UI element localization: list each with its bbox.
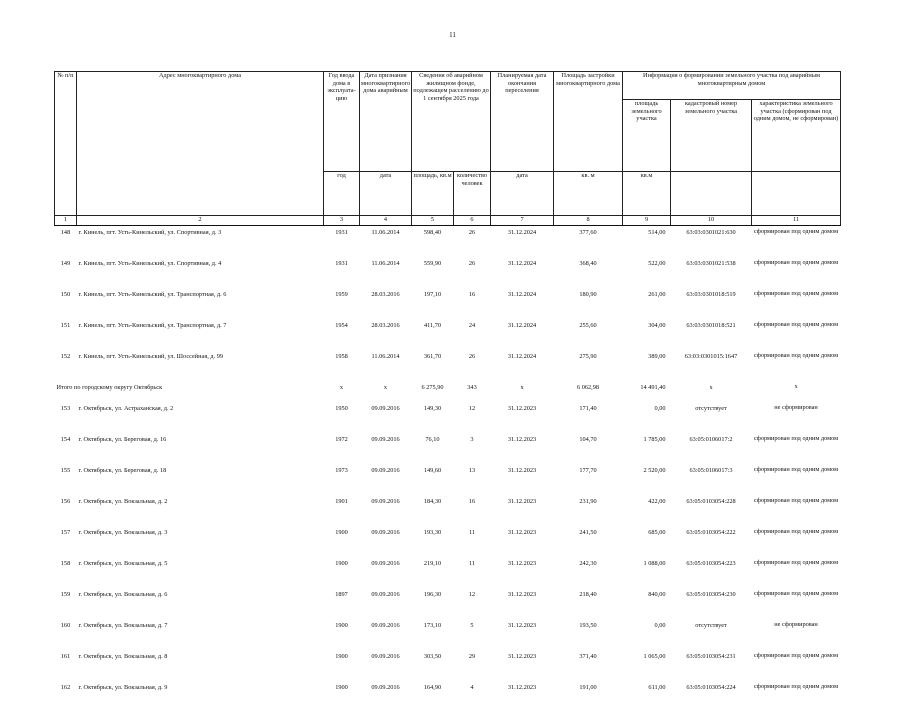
column-number: 2: [77, 216, 324, 226]
row-people-count: 11: [454, 526, 491, 557]
row-people-count: 26: [454, 257, 491, 288]
column-number: 4: [360, 216, 412, 226]
row-emergency-date: 09.09.2016: [360, 557, 412, 588]
table-row: [55, 226, 841, 258]
row-land-area: 0,00: [623, 619, 671, 650]
row-building-area: 191,00: [554, 681, 623, 712]
row-resettlement-date: 31.12.2023: [491, 495, 554, 526]
row-building-area: 377,60: [554, 226, 623, 258]
row-emergency-date: 09.09.2016: [360, 402, 412, 433]
row-people-count: 13: [454, 464, 491, 495]
row-housing-area: 193,30: [412, 526, 454, 557]
row-housing-area: 219,10: [412, 557, 454, 588]
column-number: 6: [454, 216, 491, 226]
row-land-characteristic: сформирован под одним домом: [752, 464, 841, 495]
table-row: [55, 433, 841, 464]
row-address: г. Октябрьск, ул. Береговая, д. 16: [77, 433, 324, 464]
row-housing-area: 196,30: [412, 588, 454, 619]
row-address: г. Октябрьск, ул. Вокзальная, д. 9: [77, 681, 324, 712]
table-row: [55, 350, 841, 381]
row-build-year: 1931: [324, 226, 360, 258]
row-number: 157: [55, 526, 77, 557]
row-cadastral-number: 63:03:0301018:521: [671, 319, 752, 350]
table-row: [55, 588, 841, 619]
row-cadastral-number: 63:05:0103054:230: [671, 588, 752, 619]
row-resettlement-date: 31.12.2023: [491, 619, 554, 650]
row-build-year: 1959: [324, 288, 360, 319]
row-people-count: 3: [454, 433, 491, 464]
column-number: 5: [412, 216, 454, 226]
row-number: 155: [55, 464, 77, 495]
row-housing-area: 303,50: [412, 650, 454, 681]
header-build-year: Год ввода дома в эксплуата-цию: [324, 72, 360, 172]
row-build-year: 1901: [324, 495, 360, 526]
row-people-count: 26: [454, 350, 491, 381]
header-building-area: Площадь застройки многоквартирного дома: [554, 72, 623, 172]
row-people-count: 29: [454, 650, 491, 681]
row-building-area: 242,30: [554, 557, 623, 588]
row-build-year: 1900: [324, 619, 360, 650]
row-resettlement-date: 31.12.2024: [491, 319, 554, 350]
unit-characteristic: [752, 172, 841, 216]
column-number: 1: [55, 216, 77, 226]
row-address: г. Кинель, пгт. Усть-Кинельский, ул. Спортивная, д. 3: [77, 226, 324, 258]
column-number: 3: [324, 216, 360, 226]
row-resettlement-date: 31.12.2023: [491, 526, 554, 557]
row-housing-area: 559,90: [412, 257, 454, 288]
header-land-info: Информация о формировании земельного участка под аварийным многоквартирным домом: [623, 72, 841, 100]
row-cadastral-number: 63:03:0301015:1647: [671, 350, 752, 381]
row-number: 152: [55, 350, 77, 381]
table-row: [55, 495, 841, 526]
row-cadastral-number: 63:03:0301021:538: [671, 257, 752, 288]
row-build-year: 1897: [324, 588, 360, 619]
row-address: г. Октябрьск, ул. Вокзальная, д. 2: [77, 495, 324, 526]
column-number: 11: [752, 216, 841, 226]
row-build-year: 1900: [324, 526, 360, 557]
header-land-area: площадь земельного участка: [623, 100, 671, 172]
row-build-year: 1900: [324, 557, 360, 588]
table-row: [55, 319, 841, 350]
row-people-count: 16: [454, 288, 491, 319]
row-housing-area: 164,90: [412, 681, 454, 712]
row-land-characteristic: сформирован под одним домом: [752, 319, 841, 350]
row-emergency-date: 09.09.2016: [360, 650, 412, 681]
row-people-count: 5: [454, 619, 491, 650]
row-address: г. Октябрьск, ул. Береговая, д. 18: [77, 464, 324, 495]
row-address: г. Октябрьск, ул. Вокзальная, д. 3: [77, 526, 324, 557]
row-address: г. Октябрьск, ул. Вокзальная, д. 7: [77, 619, 324, 650]
row-land-characteristic: сформирован под одним домом: [752, 650, 841, 681]
row-emergency-date: 11.06.2014: [360, 257, 412, 288]
row-number: 151: [55, 319, 77, 350]
row-land-area: 304,00: [623, 319, 671, 350]
row-build-year: 1972: [324, 433, 360, 464]
row-housing-area: 361,70: [412, 350, 454, 381]
row-building-area: 193,50: [554, 619, 623, 650]
row-land-characteristic: сформирован под одним домом: [752, 226, 841, 258]
row-people-count: 343: [454, 381, 491, 402]
row-resettlement-date: 31.12.2023: [491, 681, 554, 712]
row-address: г. Октябрьск, ул. Астраханская, д. 2: [77, 402, 324, 433]
unit-people: количество человек: [454, 172, 491, 216]
row-cadastral-number: 63:05:0106017:2: [671, 433, 752, 464]
row-number: 160: [55, 619, 77, 650]
table-row: [55, 681, 841, 712]
row-housing-area: 173,10: [412, 619, 454, 650]
row-address: г. Октябрьск, ул. Вокзальная, д. 6: [77, 588, 324, 619]
unit-area: площадь, кв.м: [412, 172, 454, 216]
row-number: 148: [55, 226, 77, 258]
row-resettlement-date: 31.12.2023: [491, 650, 554, 681]
row-emergency-date: 28.03.2016: [360, 288, 412, 319]
row-cadastral-number: 63:03:0301021:630: [671, 226, 752, 258]
row-emergency-date: 28.03.2016: [360, 319, 412, 350]
row-address: г. Октябрьск, ул. Вокзальная, д. 8: [77, 650, 324, 681]
row-number: 150: [55, 288, 77, 319]
table-row: [55, 557, 841, 588]
table-row: [55, 650, 841, 681]
row-emergency-date: 09.09.2016: [360, 464, 412, 495]
row-number: 158: [55, 557, 77, 588]
row-resettlement-date: х: [491, 381, 554, 402]
row-resettlement-date: 31.12.2023: [491, 402, 554, 433]
row-build-year: 1931: [324, 257, 360, 288]
row-building-area: 241,50: [554, 526, 623, 557]
row-address: г. Кинель, пгт. Усть-Кинельский, ул. Транспортная, д. 6: [77, 288, 324, 319]
row-building-area: 368,40: [554, 257, 623, 288]
row-land-characteristic: сформирован под одним домом: [752, 681, 841, 712]
header-address: Адрес многоквартирного дома: [77, 72, 324, 216]
row-number: 149: [55, 257, 77, 288]
row-building-area: 180,90: [554, 288, 623, 319]
row-land-area: 514,00: [623, 226, 671, 258]
row-resettlement-date: 31.12.2023: [491, 588, 554, 619]
row-people-count: 24: [454, 319, 491, 350]
row-housing-area: 411,70: [412, 319, 454, 350]
unit-cadastral: [671, 172, 752, 216]
row-housing-area: 149,60: [412, 464, 454, 495]
row-building-area: 275,90: [554, 350, 623, 381]
row-building-area: 6 062,98: [554, 381, 623, 402]
total-row: [55, 381, 841, 402]
row-land-characteristic: сформирован под одним домом: [752, 526, 841, 557]
row-build-year: 1954: [324, 319, 360, 350]
total-label: Итого по городскому округу Октябрьск: [55, 381, 324, 402]
row-building-area: 104,70: [554, 433, 623, 464]
unit-date: дата: [360, 172, 412, 216]
row-land-area: 389,00: [623, 350, 671, 381]
row-build-year: 1950: [324, 402, 360, 433]
row-address: г. Октябрьск, ул. Вокзальная, д. 5: [77, 557, 324, 588]
row-resettlement-date: 31.12.2023: [491, 433, 554, 464]
row-land-characteristic: не сформирован: [752, 402, 841, 433]
row-land-characteristic: сформирован под одним домом: [752, 433, 841, 464]
column-number: 7: [491, 216, 554, 226]
row-cadastral-number: 63:05:0103054:231: [671, 650, 752, 681]
row-land-area: 0,00: [623, 402, 671, 433]
row-people-count: 12: [454, 402, 491, 433]
row-land-area: 261,00: [623, 288, 671, 319]
table-row: [55, 288, 841, 319]
row-address: г. Кинель, пгт. Усть-Кинельский, ул. Шоссейная, д. 99: [77, 350, 324, 381]
row-building-area: 218,40: [554, 588, 623, 619]
row-resettlement-date: 31.12.2024: [491, 288, 554, 319]
row-land-characteristic: сформирован под одним домом: [752, 588, 841, 619]
row-number: 154: [55, 433, 77, 464]
row-build-year: 1958: [324, 350, 360, 381]
row-housing-area: 76,10: [412, 433, 454, 464]
row-land-characteristic: х: [752, 381, 841, 402]
row-land-characteristic: не сформирован: [752, 619, 841, 650]
row-cadastral-number: 63:05:0103054:224: [671, 681, 752, 712]
row-resettlement-date: 31.12.2024: [491, 257, 554, 288]
table-row: [55, 619, 841, 650]
header-emergency-date: Дата признания многоквартирного дома аварийным: [360, 72, 412, 172]
row-building-area: 371,40: [554, 650, 623, 681]
row-land-characteristic: сформирован под одним домом: [752, 557, 841, 588]
header-resettlement-date: Планируемая дата окончания переселения: [491, 72, 554, 172]
header-land-characteristic: характеристика земельного участка (сформирован под одним домом, не сформирован): [752, 100, 841, 172]
table-row: [55, 257, 841, 288]
row-number: 153: [55, 402, 77, 433]
table-row: [55, 402, 841, 433]
row-emergency-date: 09.09.2016: [360, 526, 412, 557]
row-emergency-date: 09.09.2016: [360, 619, 412, 650]
row-emergency-date: 11.06.2014: [360, 350, 412, 381]
unit-land-area: кв.м: [623, 172, 671, 216]
unit-build-area: кв. м: [554, 172, 623, 216]
row-build-year: 1900: [324, 650, 360, 681]
row-land-area: 522,00: [623, 257, 671, 288]
column-number: 10: [671, 216, 752, 226]
row-build-year: х: [324, 381, 360, 402]
row-land-area: 1 088,00: [623, 557, 671, 588]
page-number: 11: [0, 31, 905, 39]
row-people-count: 12: [454, 588, 491, 619]
table-row: [55, 526, 841, 557]
row-land-characteristic: сформирован под одним домом: [752, 288, 841, 319]
row-people-count: 4: [454, 681, 491, 712]
table-row: [55, 464, 841, 495]
row-land-area: 1 065,00: [623, 650, 671, 681]
row-land-area: 1 785,00: [623, 433, 671, 464]
row-resettlement-date: 31.12.2023: [491, 557, 554, 588]
row-building-area: 255,60: [554, 319, 623, 350]
row-cadastral-number: отсутствует: [671, 619, 752, 650]
row-land-area: 840,00: [623, 588, 671, 619]
row-build-year: 1900: [324, 681, 360, 712]
row-emergency-date: 09.09.2016: [360, 495, 412, 526]
row-land-area: 2 520,00: [623, 464, 671, 495]
table-body: [55, 226, 841, 712]
row-cadastral-number: 63:05:0106017:3: [671, 464, 752, 495]
header-number: № п/п: [55, 72, 77, 216]
row-emergency-date: 09.09.2016: [360, 681, 412, 712]
row-emergency-date: х: [360, 381, 412, 402]
header-housing-info: Сведения об аварийном жилищном фонде, подлежащем расселению до 1 сентября 2025 года: [412, 72, 491, 172]
column-number: 8: [554, 216, 623, 226]
column-number: 9: [623, 216, 671, 226]
row-housing-area: 149,30: [412, 402, 454, 433]
column-numbers: [55, 216, 841, 226]
row-number: 156: [55, 495, 77, 526]
row-people-count: 26: [454, 226, 491, 258]
row-building-area: 177,70: [554, 464, 623, 495]
row-resettlement-date: 31.12.2024: [491, 350, 554, 381]
row-housing-area: 598,40: [412, 226, 454, 258]
row-housing-area: 197,10: [412, 288, 454, 319]
emergency-housing-table: [54, 71, 841, 712]
row-land-area: 422,00: [623, 495, 671, 526]
row-cadastral-number: х: [671, 381, 752, 402]
row-cadastral-number: 63:05:0103054:228: [671, 495, 752, 526]
row-cadastral-number: 63:03:0301018:519: [671, 288, 752, 319]
row-housing-area: 6 275,90: [412, 381, 454, 402]
row-number: 161: [55, 650, 77, 681]
row-emergency-date: 09.09.2016: [360, 433, 412, 464]
row-resettlement-date: 31.12.2024: [491, 226, 554, 258]
row-land-area: 611,00: [623, 681, 671, 712]
header-cadastral-number: кадастровый номер земельного участка: [671, 100, 752, 172]
row-land-characteristic: сформирован под одним домом: [752, 350, 841, 381]
unit-year: год: [324, 172, 360, 216]
row-address: г. Кинель, пгт. Усть-Кинельский, ул. Транспортная, д. 7: [77, 319, 324, 350]
row-number: 162: [55, 681, 77, 712]
row-land-characteristic: сформирован под одним домом: [752, 257, 841, 288]
row-number: 159: [55, 588, 77, 619]
row-emergency-date: 09.09.2016: [360, 588, 412, 619]
table-header: [55, 72, 841, 226]
row-build-year: 1973: [324, 464, 360, 495]
row-land-area: 14 491,40: [623, 381, 671, 402]
row-people-count: 11: [454, 557, 491, 588]
row-cadastral-number: отсутствует: [671, 402, 752, 433]
row-housing-area: 184,30: [412, 495, 454, 526]
row-cadastral-number: 63:05:0103054:222: [671, 526, 752, 557]
row-resettlement-date: 31.12.2023: [491, 464, 554, 495]
row-emergency-date: 11.06.2014: [360, 226, 412, 258]
row-address: г. Кинель, пгт. Усть-Кинельский, ул. Спортивная, д. 4: [77, 257, 324, 288]
row-land-characteristic: сформирован под одним домом: [752, 495, 841, 526]
row-building-area: 171,40: [554, 402, 623, 433]
row-building-area: 231,90: [554, 495, 623, 526]
row-land-area: 685,00: [623, 526, 671, 557]
row-cadastral-number: 63:05:0103054:223: [671, 557, 752, 588]
row-people-count: 16: [454, 495, 491, 526]
unit-end-date: дата: [491, 172, 554, 216]
